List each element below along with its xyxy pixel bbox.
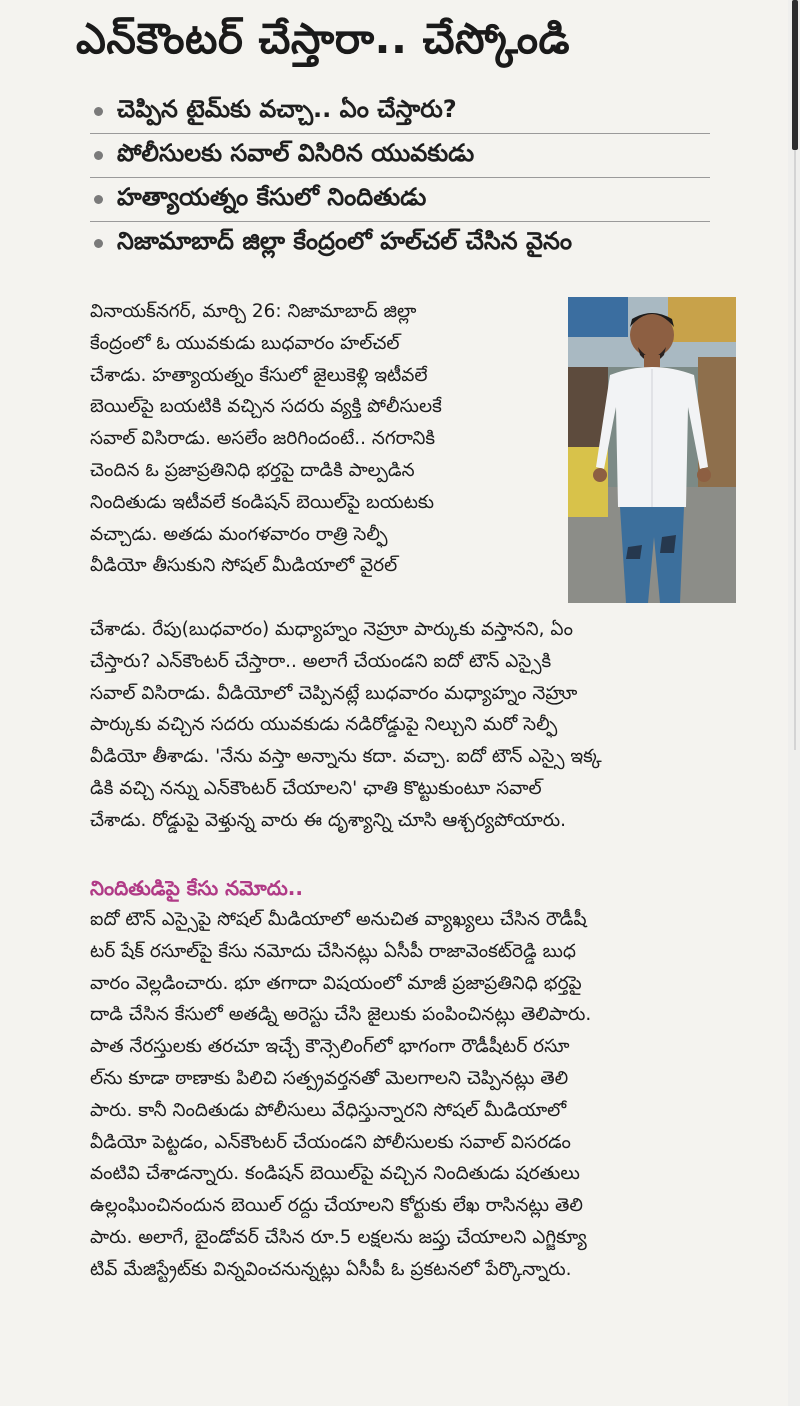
scrollbar-track[interactable] [794,150,796,750]
subheadline-list [90,90,710,265]
bullet-icon [94,151,103,160]
body-line: పాత నేరస్తులకు తరచూ ఇచ్చే కౌన్సెలింగ్‌లో భాగంగా రౌడీషీటర్ రసూ [90,1036,570,1058]
subheadline-text: పోలీసులకు సవాల్ విసిరిన యువకుడు [117,138,475,167]
body-line: వీడియో పెట్టడం, ఎన్‌కౌంటర్ చేయండని పోలీసులకు సవాల్ విసరడం [90,1131,571,1153]
body-line: సవాల్ విసిరాడు. అసలేం జరిగిందంటే.. నగరానికి [90,428,436,450]
bullet-icon [94,239,103,248]
subheadline-item [90,134,710,178]
body-line: వీడియో తీసుకుని సోషల్ మీడియాలో వైరల్ [90,555,398,577]
body-line: ల్‌ను కూడా ఠాణాకు పిలిచి సత్ప్రవర్తనతో మెలగాలని చెప్పినట్లు తెలి [90,1067,569,1089]
article-headline: ఎన్‌కౌంటర్ చేస్తారా.. చేస్కోండి [76,14,571,63]
scrollbar[interactable] [788,0,800,1406]
body-line: వంటివి చేశాడన్నారు. కండిషన్ బెయిల్‌పై వచ్చిన నిందితుడు షరతులు [90,1163,580,1185]
section-heading: నిందితుడిపై కేసు నమోదు.. [90,876,303,900]
bullet-icon [94,107,103,116]
accused-photo [568,297,736,603]
subheadline-text: హత్యాయత్నం కేసులో నిందితుడు [117,182,427,211]
subheadline-item [90,178,710,222]
body-line: పారు. అలాగే, బైండోవర్ చేసిన రూ.5 లక్షలను జప్తు చేయాలని ఎగ్జిక్యూ [90,1226,587,1248]
scrollbar-thumb[interactable] [792,0,798,150]
body-line: చేశాడు. హత్యాయత్నం కేసులో జైలుకెళ్లి ఇటీవలే [90,364,428,386]
body-line: వచ్చాడు. అతడు మంగళవారం రాత్రి సెల్ఫీ [90,523,388,545]
bullet-icon [94,195,103,204]
body-line: చెందిన ఓ ప్రజాప్రతినిధి భర్తపై దాడికి పాల్పడిన [90,459,415,481]
person-illustration [568,297,736,603]
subheadline-item [90,222,710,265]
subheadline-item [90,90,710,134]
body-line: టివ్ మేజిస్ట్రేట్‌కు విన్నవించనున్నట్లు ఏసీపీ ఓ ప్రకటనలో పేర్కొన్నారు. [90,1258,572,1280]
body-line: వారం వెల్లడించారు. భూ తగాదా విషయంలో మాజీ ప్రజాప్రతినిధి భర్తపై [90,972,582,994]
body-line: వీడియో తీశాడు. 'నేను వస్తా అన్నాను కదా. వచ్చా. ఐదో టౌన్ ఎస్సై ఇక్క [90,746,602,768]
body-line: పార్కుకు వచ్చిన సదరు యువకుడు నడిరోడ్డుపై నిల్చుని మరో సెల్ఫీ [90,714,558,736]
body-line: బెయిల్‌పై బయటికి వచ్చిన సదరు వ్యక్తి పోలీసులకే [90,396,442,418]
body-line: సవాల్ విసిరాడు. వీడియోలో చెప్పినట్లే బుధవారం మధ్యాహ్నం నెహ్రూ [90,682,578,704]
body-line: టర్ షేక్ రసూల్‌పై కేసు నమోదు చేసినట్లు ఏసీపీ రాజావెంకట్‌రెడ్డి బుధ [90,940,576,962]
body-line: డికి వచ్చి నన్ను ఎన్‌కౌంటర్ చేయాలని' ఛాతి కొట్టుకుంటూ సవాల్ [90,777,542,799]
body-line: దాడి చేసిన కేసులో అతడ్ని అరెస్టు చేసి జైలుకు పంపించినట్లు తెలిపారు. [90,1004,592,1026]
body-line: ఐదో టౌన్ ఎస్సైపై సోషల్ మీడియాలో అనుచిత వ్యాఖ్యలు చేసిన రౌడీషీ [90,909,587,930]
subheadline-text: నిజామాబాద్ జిల్లా కేంద్రంలో హల్‌చల్ చేసిన వైనం [117,226,573,255]
article-body-intro [90,296,554,582]
body-line: ఉల్లంఘించినందున బెయిల్ రద్దు చేయాలని కోర్టుకు లేఖ రాసినట్లు తెలి [90,1195,583,1217]
body-line: కేంద్రంలో ఓ యువకుడు బుధవారం హల్‌చల్ [90,332,400,354]
body-line: వినాయక్‌నగర్, మార్చి 26: నిజామాబాద్ జిల్లా [90,301,417,322]
body-line: చేశాడు. రేపు(బుధవారం) మధ్యాహ్నం నెహ్రూ పార్కుకు వస్తానని, ఏం [90,619,573,640]
body-line: చేశాడు. రోడ్డుపై వెళ్తున్న వారు ఈ దృశ్యాన్ని చూసి ఆశ్చర్యపోయారు. [90,809,567,831]
body-line: నిందితుడు ఇటీవలే కండిషన్ బెయిల్‌పై బయటకు [90,491,434,513]
body-line: చేస్తారు? ఎన్‌కౌంటర్ చేస్తారా.. అలాగే చేయండని ఐదో టౌన్ ఎస్సైకి [90,650,552,672]
body-line: పారు. కానీ నిందితుడు పోలీసులు వేధిస్తున్నారని సోషల్ మీడియాలో [90,1099,567,1121]
subheadline-text: చెప్పిన టైమ్‌కు వచ్చా.. ఏం చేస్తారు? [117,94,457,123]
article-body-section [90,904,740,1286]
article-body-continued [90,614,740,837]
